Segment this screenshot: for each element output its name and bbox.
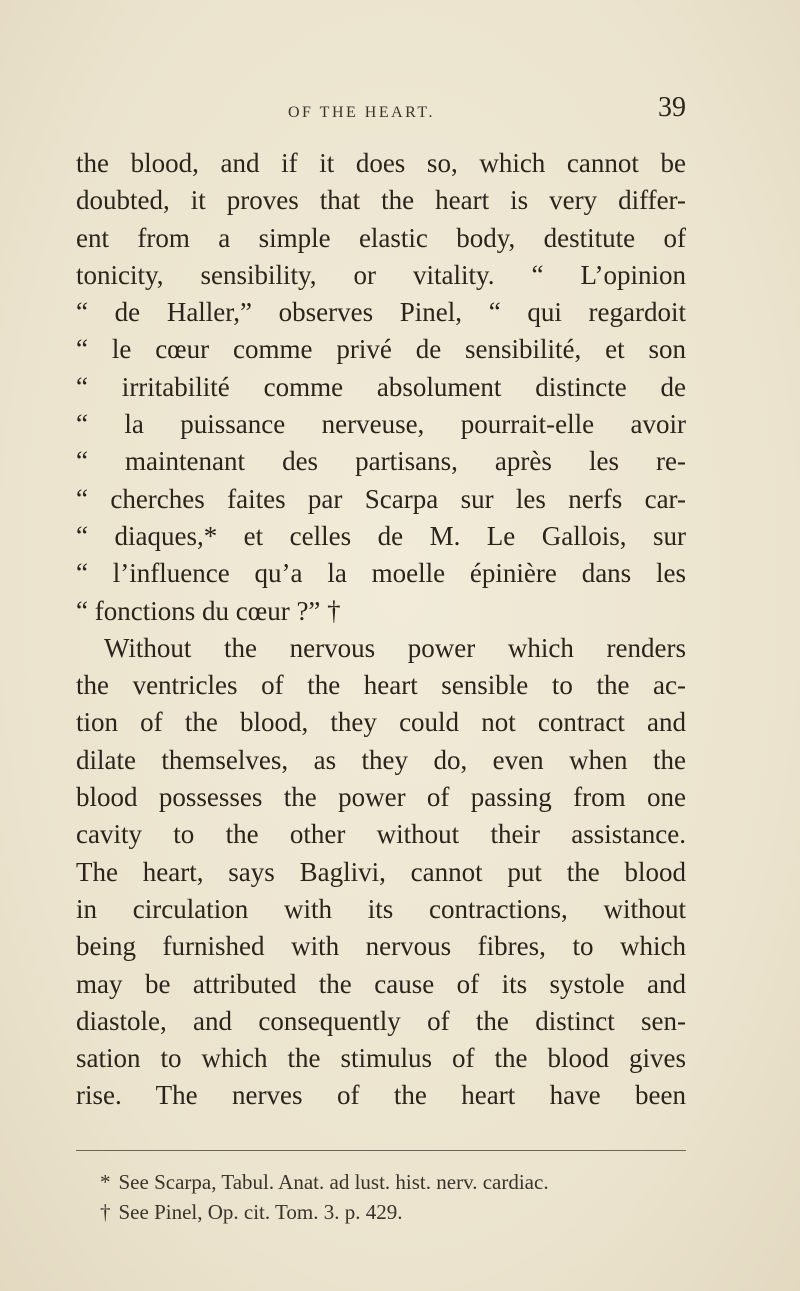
text-line: sation to which the stimulus of the blood gives	[76, 1043, 686, 1074]
text-line: The heart, says Baglivi, cannot put the blood	[76, 856, 686, 887]
text-line: being furnished with nervous fibres, to which	[76, 931, 686, 962]
footnote	[100, 1197, 700, 1227]
text-line: Without the nervous power which renders	[104, 632, 686, 663]
text-line: “ la puissance nerveuse, pourrait-elle avoir	[76, 409, 686, 440]
text-line: “ cherches faites par Scarpa sur les nerfs car-	[76, 483, 686, 514]
text-line: ent from a simple elastic body, destitute of	[76, 222, 686, 253]
running-head: OF THE HEART.	[288, 104, 435, 121]
text-line: “ diaques,* et celles de M. Le Gallois, sur	[76, 520, 686, 551]
body-text	[76, 145, 686, 1115]
text-line: tonicity, sensibility, or vitality. “ L’opinion	[76, 259, 686, 290]
footnote-mark: †	[100, 1200, 111, 1224]
footnote-text: See Scarpa, Tabul. Anat. ad lust. hist. nerv. cardiac.	[118, 1170, 549, 1194]
text-line: dilate themselves, as they do, even when the	[76, 744, 686, 775]
text-line: “ fonctions du cœur ?” †	[76, 595, 341, 626]
text-line: “ de Haller,” observes Pinel, “ qui regardoit	[76, 297, 686, 328]
text-line: the ventricles of the heart sensible to the ac-	[76, 670, 686, 701]
text-line: diastole, and consequently of the distinct sen-	[76, 1005, 686, 1036]
footnotes	[100, 1167, 700, 1227]
text-line: “ irritabilité comme absolument distincte de	[76, 371, 686, 402]
text-line: tion of the blood, they could not contract and	[76, 707, 686, 738]
footnote-text: See Pinel, Op. cit. Tom. 3. p. 429.	[118, 1200, 403, 1224]
footnote	[100, 1167, 700, 1197]
footnote-rule	[76, 1150, 686, 1151]
page-number: 39	[658, 92, 686, 123]
text-line: “ l’influence qu’a la moelle épinière dans les	[76, 558, 686, 589]
text-line: blood possesses the power of passing from one	[76, 782, 686, 813]
text-line: may be attributed the cause of its systole and	[76, 968, 686, 999]
text-line: doubted, it proves that the heart is very differ-	[76, 185, 686, 216]
text-line: cavity to the other without their assistance.	[76, 819, 686, 850]
text-line: the blood, and if it does so, which cannot be	[76, 148, 686, 178]
footnote-mark: *	[100, 1170, 111, 1194]
text-line: “ le cœur comme privé de sensibilité, et son	[76, 334, 686, 365]
text-line: in circulation with its contractions, without	[76, 893, 686, 924]
text-line: rise. The nerves of the heart have been	[76, 1080, 686, 1111]
text-line: “ maintenant des partisans, après les re-	[76, 446, 686, 477]
